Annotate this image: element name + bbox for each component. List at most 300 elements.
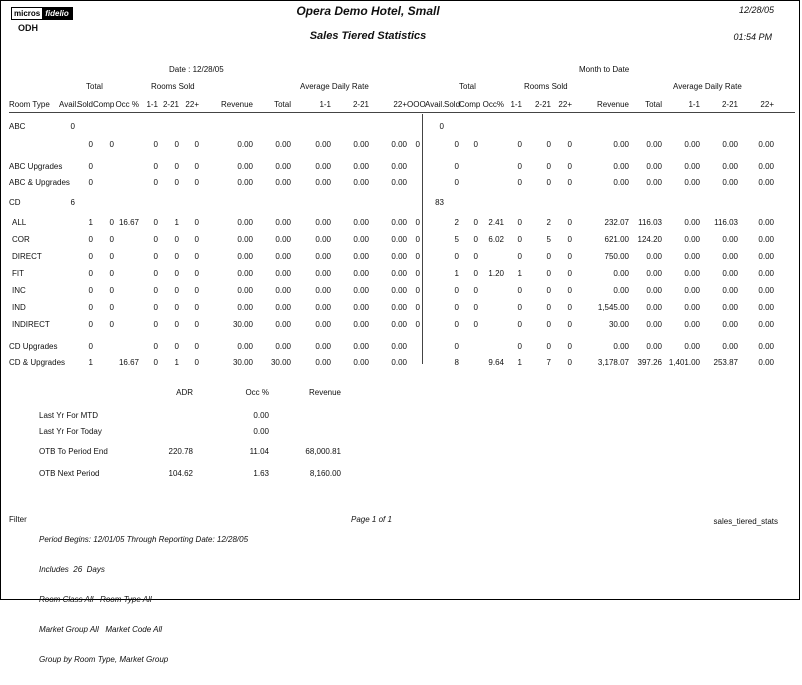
cell: 0.00 bbox=[315, 234, 331, 244]
summary-adr: 220.78 bbox=[168, 446, 193, 456]
cell: 124.20 bbox=[637, 234, 662, 244]
cell: 0 bbox=[473, 217, 478, 227]
column-header: Revenue bbox=[220, 100, 253, 109]
row-label: COR bbox=[12, 234, 30, 244]
cell: 0 bbox=[174, 139, 179, 149]
cell: 2 bbox=[454, 217, 459, 227]
cell: 0.00 bbox=[613, 268, 629, 278]
cell: 0.00 bbox=[391, 268, 407, 278]
table-row bbox=[9, 316, 774, 332]
header-rule bbox=[9, 112, 795, 113]
cell: 0.00 bbox=[353, 177, 369, 187]
cell: 0.00 bbox=[722, 251, 738, 261]
column-header: Sold bbox=[76, 100, 93, 109]
cell: 0 bbox=[567, 177, 572, 187]
column-header: 1-1 bbox=[146, 100, 158, 109]
cell: 0 bbox=[473, 251, 478, 261]
row-label: INC bbox=[12, 285, 26, 295]
cell: 0.00 bbox=[353, 139, 369, 149]
cell: 0 bbox=[109, 319, 114, 329]
cell: 0 bbox=[473, 285, 478, 295]
cell: 0 bbox=[454, 251, 459, 261]
cell: 0.00 bbox=[722, 234, 738, 244]
table-row bbox=[9, 354, 774, 370]
table-row bbox=[9, 231, 774, 247]
cell: 0.00 bbox=[646, 268, 662, 278]
group-label-rooms-sold-right: Rooms Sold bbox=[524, 82, 568, 91]
table-rows bbox=[9, 114, 774, 370]
cell: 0 bbox=[88, 251, 93, 261]
cell: 0.00 bbox=[275, 217, 291, 227]
cell: 0 bbox=[517, 341, 522, 351]
group-label-total-right: Total bbox=[459, 82, 476, 91]
row-label: INDIRECT bbox=[12, 319, 50, 329]
summary-row-label: OTB Next Period bbox=[39, 468, 100, 478]
cell: 0 bbox=[473, 234, 478, 244]
cell: 1 bbox=[88, 217, 93, 227]
cell: 0.00 bbox=[758, 268, 774, 278]
cell: 0 bbox=[454, 302, 459, 312]
cell: 0.00 bbox=[275, 268, 291, 278]
table-row bbox=[9, 282, 774, 298]
filter-line: Period Begins: 12/01/05 Through Reporting Date: 12/28/05 bbox=[39, 535, 249, 544]
cell: 0.00 bbox=[353, 234, 369, 244]
cell: 0 bbox=[473, 302, 478, 312]
cell: 30.00 bbox=[232, 319, 253, 329]
report-time: 01:54 PM bbox=[733, 32, 772, 42]
group-label-adr-left: Average Daily Rate bbox=[300, 82, 369, 91]
logo-micros-text: micros bbox=[14, 9, 41, 18]
cell: 0 bbox=[88, 302, 93, 312]
cell: 0 bbox=[567, 251, 572, 261]
cell: 0 bbox=[153, 357, 158, 367]
cell: 0 bbox=[567, 161, 572, 171]
cell: 0 bbox=[546, 302, 551, 312]
cell: 30.00 bbox=[232, 357, 253, 367]
cell: 0 bbox=[194, 319, 199, 329]
cell: 0 bbox=[153, 234, 158, 244]
cell: 6 bbox=[70, 197, 75, 207]
table-row bbox=[9, 299, 774, 315]
cell: 0 bbox=[517, 285, 522, 295]
row-label: ABC Upgrades bbox=[9, 161, 63, 171]
column-header: Occ% bbox=[482, 100, 504, 109]
cell: 0.00 bbox=[684, 251, 700, 261]
cell: 0 bbox=[567, 234, 572, 244]
cell: 0.00 bbox=[758, 234, 774, 244]
cell: 0.00 bbox=[722, 177, 738, 187]
cell: 0 bbox=[174, 251, 179, 261]
cell: 0 bbox=[88, 285, 93, 295]
cell: 0.00 bbox=[722, 285, 738, 295]
cell: 0.00 bbox=[353, 161, 369, 171]
cell: 0 bbox=[153, 341, 158, 351]
cell: 0 bbox=[415, 139, 420, 149]
cell: 0.00 bbox=[275, 319, 291, 329]
cell: 0 bbox=[174, 161, 179, 171]
summary-table bbox=[39, 384, 341, 481]
cell: 232.07 bbox=[604, 217, 629, 227]
cell: 0.00 bbox=[353, 268, 369, 278]
summary-row-label: Last Yr For MTD bbox=[39, 410, 98, 420]
column-header: Total bbox=[645, 100, 662, 109]
row-label: CD bbox=[9, 197, 21, 207]
cell: 0 bbox=[415, 268, 420, 278]
cell: 0.00 bbox=[758, 319, 774, 329]
cell: 0.00 bbox=[758, 161, 774, 171]
column-header: 2-21 bbox=[352, 100, 369, 109]
cell: 0 bbox=[517, 234, 522, 244]
summary-row-label: Last Yr For Today bbox=[39, 426, 102, 436]
cell: 0.00 bbox=[722, 319, 738, 329]
cell: 0.00 bbox=[391, 302, 407, 312]
table-row bbox=[9, 136, 774, 152]
column-header: OOO bbox=[407, 100, 426, 109]
filter-line: Includes 26 Days bbox=[39, 565, 105, 574]
cell: 0.00 bbox=[237, 139, 253, 149]
cell: 0.00 bbox=[315, 285, 331, 295]
hotel-title: Opera Demo Hotel, Small bbox=[296, 4, 440, 18]
cell: 0 bbox=[109, 234, 114, 244]
cell: 0.00 bbox=[237, 234, 253, 244]
row-label: ALL bbox=[12, 217, 27, 227]
group-label-rooms-sold-left: Rooms Sold bbox=[151, 82, 195, 91]
table-row bbox=[9, 265, 774, 281]
column-header: Occ % bbox=[115, 100, 139, 109]
cell: 1 bbox=[174, 217, 179, 227]
cell: 0.00 bbox=[391, 285, 407, 295]
cell: 0 bbox=[473, 139, 478, 149]
cell: 0.00 bbox=[391, 357, 407, 367]
table-row bbox=[9, 118, 774, 134]
logo-fidelio-text: fidelio bbox=[42, 8, 72, 19]
cell: 16.67 bbox=[118, 217, 139, 227]
cell: 0 bbox=[454, 285, 459, 295]
cell: 0.00 bbox=[684, 161, 700, 171]
cell: 0 bbox=[473, 319, 478, 329]
cell: 1.20 bbox=[488, 268, 504, 278]
cell: 0 bbox=[567, 341, 572, 351]
cell: 0 bbox=[415, 234, 420, 244]
cell: 1 bbox=[88, 357, 93, 367]
cell: 0 bbox=[194, 341, 199, 351]
cell: 0 bbox=[88, 139, 93, 149]
cell: 0.00 bbox=[613, 341, 629, 351]
report-date: 12/28/05 bbox=[738, 5, 774, 15]
cell: 0.00 bbox=[237, 285, 253, 295]
column-header: Room Type bbox=[9, 100, 50, 109]
cell: 0.00 bbox=[275, 285, 291, 295]
cell: 0.00 bbox=[391, 177, 407, 187]
cell: 0 bbox=[153, 319, 158, 329]
cell: 0 bbox=[567, 139, 572, 149]
cell: 0.00 bbox=[758, 357, 774, 367]
cell: 0 bbox=[153, 217, 158, 227]
cell: 0 bbox=[567, 285, 572, 295]
cell: 0 bbox=[109, 285, 114, 295]
cell: 0 bbox=[546, 319, 551, 329]
cell: 0.00 bbox=[237, 268, 253, 278]
cell: 0.00 bbox=[275, 251, 291, 261]
cell: 0.00 bbox=[684, 302, 700, 312]
column-header: 22+ bbox=[393, 100, 407, 109]
column-header: 22+ bbox=[558, 100, 572, 109]
cell: 2.41 bbox=[488, 217, 504, 227]
cell: 0 bbox=[88, 341, 93, 351]
cell: 0 bbox=[517, 319, 522, 329]
cell: 0 bbox=[153, 177, 158, 187]
cell: 0.00 bbox=[315, 139, 331, 149]
cell: 0.00 bbox=[646, 302, 662, 312]
cell: 0 bbox=[174, 234, 179, 244]
cell: 0 bbox=[88, 319, 93, 329]
cell: 0.00 bbox=[646, 161, 662, 171]
cell: 0 bbox=[70, 121, 75, 131]
cell: 0 bbox=[194, 217, 199, 227]
cell: 0.00 bbox=[237, 251, 253, 261]
cell: 621.00 bbox=[604, 234, 629, 244]
cell: 0.00 bbox=[353, 341, 369, 351]
cell: 0 bbox=[546, 341, 551, 351]
cell: 0.00 bbox=[613, 285, 629, 295]
cell: 0 bbox=[88, 161, 93, 171]
cell: 0 bbox=[153, 139, 158, 149]
table-row bbox=[9, 338, 774, 354]
cell: 1,401.00 bbox=[668, 357, 700, 367]
cell: 0.00 bbox=[275, 234, 291, 244]
cell: 0.00 bbox=[391, 161, 407, 171]
row-label: CD Upgrades bbox=[9, 341, 58, 351]
cell: 0.00 bbox=[391, 341, 407, 351]
cell: 0 bbox=[174, 302, 179, 312]
summary-row bbox=[39, 423, 341, 439]
cell: 0 bbox=[454, 319, 459, 329]
cell: 0 bbox=[415, 251, 420, 261]
cell: 0.00 bbox=[391, 217, 407, 227]
row-label: IND bbox=[12, 302, 26, 312]
cell: 0.00 bbox=[684, 285, 700, 295]
cell: 0 bbox=[454, 177, 459, 187]
cell: 0.00 bbox=[758, 139, 774, 149]
summary-occ: 0.00 bbox=[253, 410, 269, 420]
cell: 0.00 bbox=[391, 234, 407, 244]
cell: 1,545.00 bbox=[597, 302, 629, 312]
summary-header: Occ % bbox=[245, 387, 269, 397]
cell: 0.00 bbox=[353, 251, 369, 261]
column-header: 1-1 bbox=[319, 100, 331, 109]
cell: 0 bbox=[153, 161, 158, 171]
cell: 0.00 bbox=[275, 161, 291, 171]
cell: 0.00 bbox=[353, 319, 369, 329]
summary-occ: 11.04 bbox=[249, 446, 269, 456]
cell: 0 bbox=[194, 251, 199, 261]
cell: 0.00 bbox=[684, 139, 700, 149]
column-header: Avail. bbox=[425, 100, 445, 109]
filter-label: Filter bbox=[9, 515, 27, 524]
cell: 0.00 bbox=[758, 341, 774, 351]
cell: 0 bbox=[517, 217, 522, 227]
column-header: 1-1 bbox=[688, 100, 700, 109]
cell: 0 bbox=[567, 217, 572, 227]
filter-line: Market Group All Market Code All bbox=[39, 625, 163, 634]
column-header: 2-21 bbox=[721, 100, 738, 109]
cell: 0 bbox=[194, 161, 199, 171]
cell: 0 bbox=[109, 302, 114, 312]
cell: 0.00 bbox=[315, 357, 331, 367]
cell: 0.00 bbox=[315, 302, 331, 312]
cell: 0.00 bbox=[758, 177, 774, 187]
cell: 0.00 bbox=[237, 341, 253, 351]
page-number: Page 1 of 1 bbox=[351, 515, 392, 524]
summary-revenue: 68,000.81 bbox=[305, 446, 341, 456]
cell: 0.00 bbox=[315, 341, 331, 351]
cell: 0.00 bbox=[391, 251, 407, 261]
cell: 0 bbox=[153, 285, 158, 295]
cell: 0 bbox=[153, 251, 158, 261]
column-header: Comp bbox=[459, 100, 481, 109]
cell: 0 bbox=[194, 268, 199, 278]
column-headers bbox=[9, 97, 774, 109]
cell: 0 bbox=[109, 251, 114, 261]
cell: 0.00 bbox=[684, 217, 700, 227]
cell: 253.87 bbox=[713, 357, 738, 367]
cell: 0.00 bbox=[391, 139, 407, 149]
cell: 0 bbox=[546, 285, 551, 295]
cell: 0.00 bbox=[353, 217, 369, 227]
cell: 0 bbox=[546, 161, 551, 171]
cell: 0.00 bbox=[275, 302, 291, 312]
cell: 0 bbox=[194, 302, 199, 312]
cell: 83 bbox=[435, 197, 444, 207]
cell: 0.00 bbox=[722, 341, 738, 351]
cell: 0 bbox=[174, 341, 179, 351]
cell: 0.00 bbox=[684, 341, 700, 351]
column-header: Avail. bbox=[59, 100, 79, 109]
cell: 0 bbox=[567, 357, 572, 367]
cell: 1 bbox=[174, 357, 179, 367]
cell: 5 bbox=[454, 234, 459, 244]
table-row bbox=[9, 174, 774, 190]
cell: 1 bbox=[517, 268, 522, 278]
cell: 0.00 bbox=[613, 177, 629, 187]
summary-header-row bbox=[39, 384, 341, 400]
cell: 30.00 bbox=[270, 357, 291, 367]
cell: 0 bbox=[194, 177, 199, 187]
table-row bbox=[9, 194, 774, 210]
column-header: Total bbox=[274, 100, 291, 109]
summary-row bbox=[39, 407, 341, 423]
cell: 1 bbox=[454, 268, 459, 278]
cell: 0.00 bbox=[315, 217, 331, 227]
cell: 0.00 bbox=[722, 302, 738, 312]
cell: 0 bbox=[174, 319, 179, 329]
cell: 0.00 bbox=[237, 177, 253, 187]
cell: 0 bbox=[454, 341, 459, 351]
cell: 0.00 bbox=[275, 341, 291, 351]
cell: 397.26 bbox=[637, 357, 662, 367]
cell: 0 bbox=[415, 319, 420, 329]
cell: 0.00 bbox=[646, 139, 662, 149]
report-file-name: sales_tiered_stats bbox=[713, 517, 778, 526]
column-header: Revenue bbox=[596, 100, 629, 109]
summary-revenue: 8,160.00 bbox=[309, 468, 341, 478]
cell: 0.00 bbox=[315, 161, 331, 171]
cell: 0.00 bbox=[758, 251, 774, 261]
cell: 0.00 bbox=[613, 139, 629, 149]
cell: 0 bbox=[454, 161, 459, 171]
cell: 0 bbox=[88, 234, 93, 244]
cell: 750.00 bbox=[604, 251, 629, 261]
cell: 0.00 bbox=[684, 268, 700, 278]
cell: 0 bbox=[517, 251, 522, 261]
cell: 0 bbox=[439, 121, 444, 131]
cell: 0 bbox=[194, 357, 199, 367]
column-header: 22+ bbox=[185, 100, 199, 109]
group-label-total-left: Total bbox=[86, 82, 103, 91]
column-header: 1-1 bbox=[510, 100, 522, 109]
row-label: FIT bbox=[12, 268, 24, 278]
cell: 0 bbox=[415, 285, 420, 295]
cell: 0.00 bbox=[684, 234, 700, 244]
cell: 30.00 bbox=[608, 319, 629, 329]
cell: 0.00 bbox=[684, 319, 700, 329]
cell: 2 bbox=[546, 217, 551, 227]
cell: 0 bbox=[567, 268, 572, 278]
caption-date: Date : 12/28/05 bbox=[169, 65, 224, 74]
report-title: Sales Tiered Statistics bbox=[309, 30, 427, 42]
summary-occ: 0.00 bbox=[253, 426, 269, 436]
row-label: ABC & Upgrades bbox=[9, 177, 70, 187]
row-label: ABC bbox=[9, 121, 26, 131]
cell: 0.00 bbox=[353, 357, 369, 367]
cell: 0.00 bbox=[646, 285, 662, 295]
cell: 16.67 bbox=[118, 357, 139, 367]
cell: 0 bbox=[415, 217, 420, 227]
cell: 5 bbox=[546, 234, 551, 244]
cell: 0 bbox=[194, 139, 199, 149]
cell: 0 bbox=[517, 161, 522, 171]
cell: 6.02 bbox=[488, 234, 504, 244]
filter-line: Group by Room Type, Market Group bbox=[39, 655, 169, 664]
cell: 0.00 bbox=[758, 285, 774, 295]
cell: 0.00 bbox=[613, 161, 629, 171]
table-row bbox=[9, 248, 774, 264]
cell: 0 bbox=[153, 302, 158, 312]
cell: 116.03 bbox=[638, 217, 662, 227]
cell: 0 bbox=[194, 285, 199, 295]
cell: 0 bbox=[567, 319, 572, 329]
cell: 3,178.07 bbox=[597, 357, 629, 367]
property-code: ODH bbox=[18, 23, 38, 33]
cell: 0 bbox=[454, 139, 459, 149]
column-header: Comp bbox=[93, 100, 115, 109]
table-row bbox=[9, 214, 774, 230]
cell: 1 bbox=[517, 357, 522, 367]
cell: 0.00 bbox=[758, 302, 774, 312]
caption-month-to-date: Month to Date bbox=[579, 65, 630, 74]
cell: 0 bbox=[174, 285, 179, 295]
cell: 0.00 bbox=[722, 139, 738, 149]
cell: 0 bbox=[153, 268, 158, 278]
cell: 0.00 bbox=[353, 285, 369, 295]
cell: 0 bbox=[88, 268, 93, 278]
cell: 8 bbox=[454, 357, 459, 367]
summary-row bbox=[39, 443, 341, 459]
cell: 0 bbox=[546, 177, 551, 187]
column-header: 22+ bbox=[760, 100, 774, 109]
cell: 0 bbox=[109, 217, 114, 227]
cell: 0 bbox=[546, 251, 551, 261]
